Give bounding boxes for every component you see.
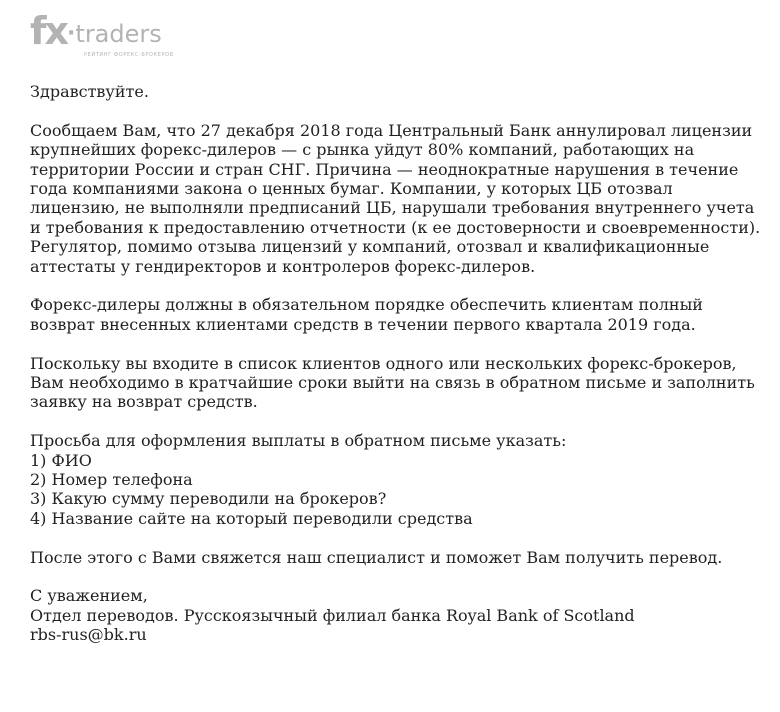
closing-paragraph: После этого с Вами свяжется наш специалист и поможет Вам получить перевод.	[30, 547, 723, 567]
paragraph-license-revocation	[30, 121, 770, 276]
request-item: 3) Какую сумму переводили на брокеров?	[30, 489, 387, 509]
paragraph-line: возврат внесенных клиентами средств в течении первого квартала 2019 года.	[30, 314, 696, 334]
paragraph-line: и требования к предоставлению отчетности (к ее достоверности и своевременности).	[30, 217, 761, 237]
paragraph-line: заявку на возврат средств.	[30, 392, 258, 412]
request-list	[30, 431, 770, 528]
paragraph-line: Поскольку вы входите в список клиентов одного или нескольких форекс-брокеров,	[30, 353, 737, 373]
fxtraders-logo	[30, 9, 174, 62]
paragraph-refund-obligation	[30, 295, 770, 334]
greeting: Здравствуйте.	[30, 82, 149, 101]
paragraph-line: Вам необходимо в кратчайшие сроки выйти на связь в обратном письме и заполнить	[30, 373, 755, 393]
request-intro: Просьба для оформления выплаты в обратном письме указать:	[30, 431, 567, 451]
regards: С уважением,	[30, 586, 148, 606]
request-item: 4) Название сайте на который переводили средства	[30, 508, 473, 528]
logo-wordmark	[30, 9, 162, 53]
paragraph-line: территории России и стран СНГ. Причина — неоднократные нарушения в течение	[30, 159, 739, 179]
paragraph-line: лицензию, не выполняли предписаний ЦБ, нарушали требования внутреннего учета	[30, 198, 755, 218]
paragraph-line: аттестаты у гендиректоров и контролеров форекс-дилеров.	[30, 256, 536, 276]
request-item: 2) Номер телефона	[30, 470, 193, 490]
department: Отдел переводов. Русскоязычный филиал банка Royal Bank of Scotland	[30, 605, 635, 625]
logo-tagline: РЕЙТИНГ ФОРЕКС-БРОКЕРОВ	[84, 52, 174, 58]
signature-block	[30, 586, 770, 644]
logo-traders: traders	[75, 20, 162, 48]
paragraph-line: крупнейших форекс-дилеров — с рынка уйдут 80% компаний, работающих на	[30, 140, 695, 160]
paragraph-line: года компаниями закона о ценных бумаг. Компании, у которых ЦБ отозвал	[30, 179, 673, 199]
request-item: 1) ФИО	[30, 450, 92, 470]
letter-body	[30, 82, 770, 645]
paragraph-contact-request	[30, 354, 770, 412]
paragraph-line: Регулятор, помимо отзыва лицензий у компаний, отозвал и квалификационные	[30, 237, 710, 257]
logo-dot: ·	[67, 21, 76, 46]
logo-fx: fx	[30, 9, 68, 53]
paragraph-line: Форекс-дилеры должны в обязательном порядке обеспечить клиентам полный	[30, 295, 703, 315]
paragraph-line: Сообщаем Вам, что 27 декабря 2018 года Центральный Банк аннулировал лицензии	[30, 120, 753, 140]
email-link[interactable]: rbs-rus@bk.ru	[30, 625, 147, 645]
